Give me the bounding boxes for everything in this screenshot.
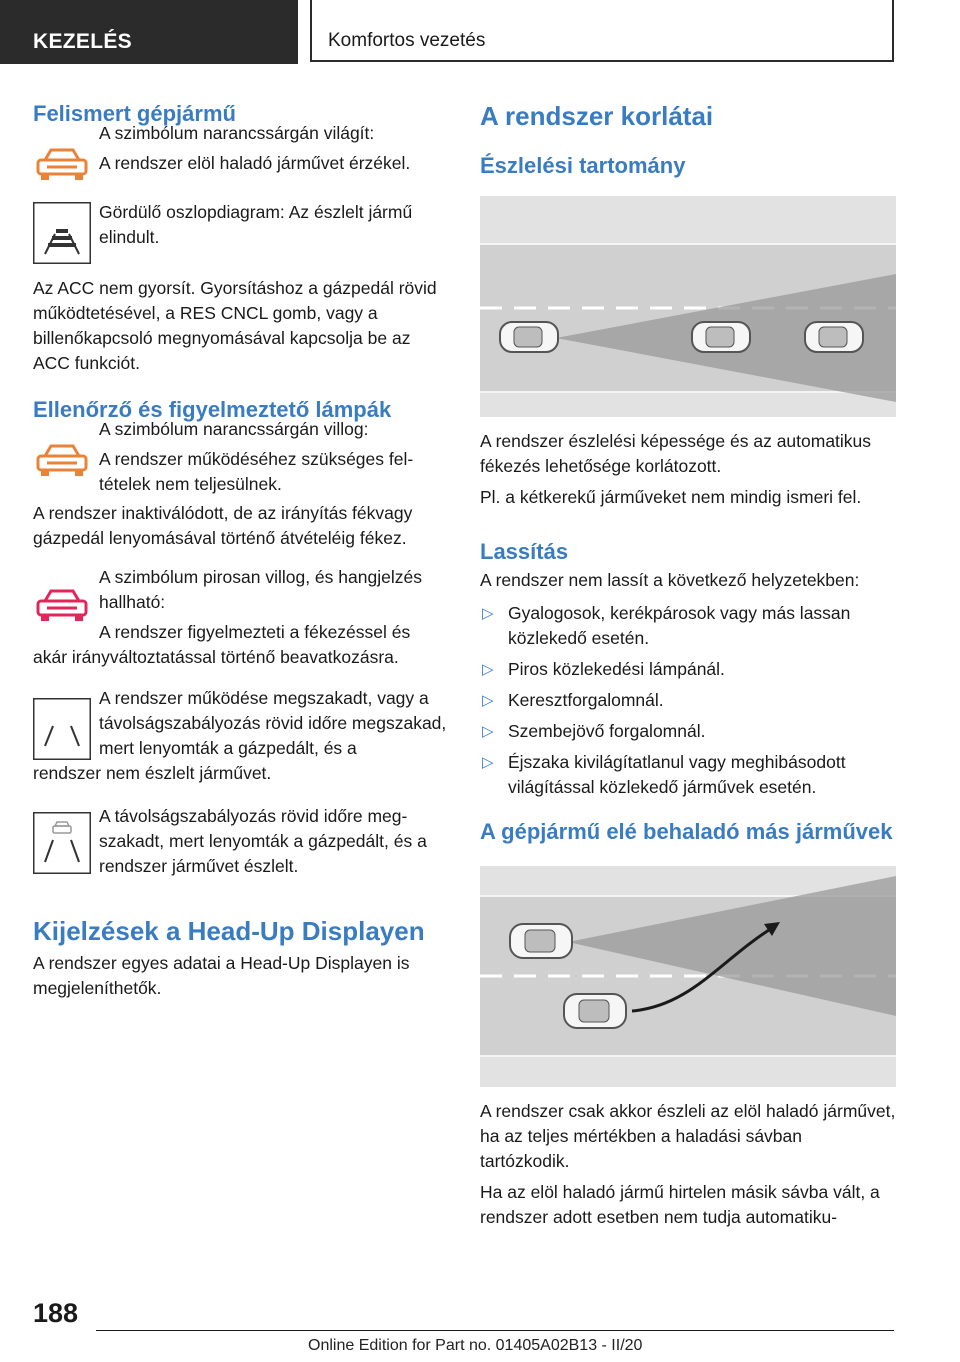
right-column [480, 100, 896, 1230]
triangle-bullet-icon: ▷ [482, 661, 494, 678]
cut-in-car-graphic [564, 994, 626, 1028]
lane-car-icon [33, 804, 91, 879]
sym1-text2: A rendszer elöl haladó járművet érzékel. [99, 153, 411, 173]
sym2-text: Gördülő oszlopdiagram: Az észlelt jármű elindult. [99, 202, 413, 247]
list-item: ▷ Keresztforgalomnál. [480, 688, 896, 713]
car-orange-icon [33, 442, 91, 497]
symbol-row-vehicle-detected [33, 804, 448, 879]
symbol-row-bar-chart [33, 202, 448, 264]
symbol-row-red-car [33, 565, 448, 645]
triangle-bullet-icon: ▷ [482, 605, 494, 622]
range-paragraph-1: A rendszer észlelési képessége és az automatikus fékezés lehetősége korlátozott. [480, 431, 872, 476]
sym3-text1: A szimbólum narancssárgán villog: [99, 419, 369, 439]
list-item: ▷ Szembejövő forgalomnál. [480, 719, 896, 744]
sym5-text: A rendszer működése megszakadt, vagy a távolságszabályozás rövid időre megszakad, mert lenyomták a gázpedált, és a [99, 688, 447, 758]
heading-deceleration: Lassítás [480, 539, 569, 564]
sym4-text2: A rendszer figyelmezteti a fékezéssel és [99, 622, 411, 642]
heading-lamps: Ellenőrző és figyelmeztető lámpák [33, 397, 392, 422]
symbol-row-interrupted [33, 686, 448, 761]
sym1-text1: A szimbólum narancssárgán világít: [99, 123, 375, 143]
footer-divider [96, 1330, 894, 1331]
sym4-text3: akár irányváltoztatással történő beavatkozásra. [33, 647, 399, 667]
list-item: ▷ Gyalogosok, kerékpárosok vagy más lassan közlekedő esetén. [482, 603, 851, 648]
heading-system-limits: A rendszer korlátai [480, 101, 714, 131]
cut-in-illustration [480, 866, 896, 1087]
car-red-icon [33, 565, 91, 645]
symbol-row-orange-car [33, 123, 448, 186]
list-item: ▷ Éjszaka kivilágítatlanul vagy meghibásodott világítással közlekedő járművek esetén. [482, 752, 846, 797]
heading-recognized-vehicle: Felismert gépjármű [33, 101, 236, 126]
inactive-paragraph: A rendszer inaktiválódott, de az irányítás fékvagy gázpedál lenyomásával történő átvételéig fékez. [33, 503, 413, 548]
sym3-text2: A rendszer működéséhez szükséges feltételek nem teljesülnek. [99, 449, 414, 494]
sym4-text1: A szimbólum pirosan villog, és hangjelzés hallható: [99, 567, 422, 612]
section-title: KEZELÉS [33, 30, 132, 53]
page-number: 188 [33, 1298, 79, 1328]
hud-paragraph: A rendszer egyes adatai a Head-Up Displayen is megjeleníthetők. [33, 953, 410, 998]
car-orange-icon [33, 146, 91, 186]
ego-car-graphic [500, 322, 558, 352]
detection-range-illustration [480, 196, 896, 417]
heading-hud: Kijelzések a Head-Up Displayen [33, 916, 425, 946]
list-item: ▷ Piros közlekedési lámpánál. [480, 657, 896, 682]
triangle-bullet-icon: ▷ [482, 754, 494, 771]
symbol-row-orange-car-2 [33, 419, 448, 497]
range-paragraph-2: Pl. a kétkerekű járműveket nem mindig ismeri fel. [480, 487, 862, 507]
sym6-text: A távolságszabályozás rövid időre megszakadt, mert lenyomták a gázpedált, és a rendszer járművet észlelt. [99, 806, 427, 876]
rolling-bar-chart-icon [33, 202, 91, 264]
deceleration-paragraph: A rendszer nem lassít a következő helyzetekben: [480, 570, 860, 590]
triangle-bullet-icon: ▷ [482, 723, 494, 740]
lead-car-graphic [692, 322, 750, 352]
cut-in-paragraph-1: A rendszer csak akkor észleli az elöl haladó járművet, ha az teljes mértékben a haladási sávban tartózkodik. [480, 1101, 896, 1171]
acc-paragraph: Az ACC nem gyorsít. Gyorsításhoz a gázpedál rövid működtetésével, a RES CNCL gomb, vagy a billenőkapcsoló megnyomásával kapcsolja be az ACC funkciót. [33, 278, 437, 373]
footer-edition: Online Edition for Part no. 01405A02B13 - II/20 [308, 1337, 643, 1354]
deceleration-list [480, 601, 896, 800]
ego-car-graphic [510, 924, 572, 958]
far-car-graphic [805, 322, 863, 352]
chapter-bar [310, 0, 894, 62]
triangle-bullet-icon: ▷ [482, 692, 494, 709]
heading-detection-range: Észlelési tartomány [480, 153, 686, 178]
heading-cut-in: A gépjármű elé behaladó más járművek [480, 819, 893, 844]
section-tab [0, 0, 298, 64]
lane-lines-icon [33, 686, 91, 761]
cut-in-paragraph-2: Ha az elöl haladó jármű hirtelen másik sávba vált, a rendszer adott esetben nem tudja automatiku- [480, 1182, 880, 1227]
left-column [33, 100, 448, 1001]
sym5-cont: rendszer nem észlelt járművet. [33, 763, 272, 783]
chapter-title: Komfortos vezetés [328, 30, 486, 51]
